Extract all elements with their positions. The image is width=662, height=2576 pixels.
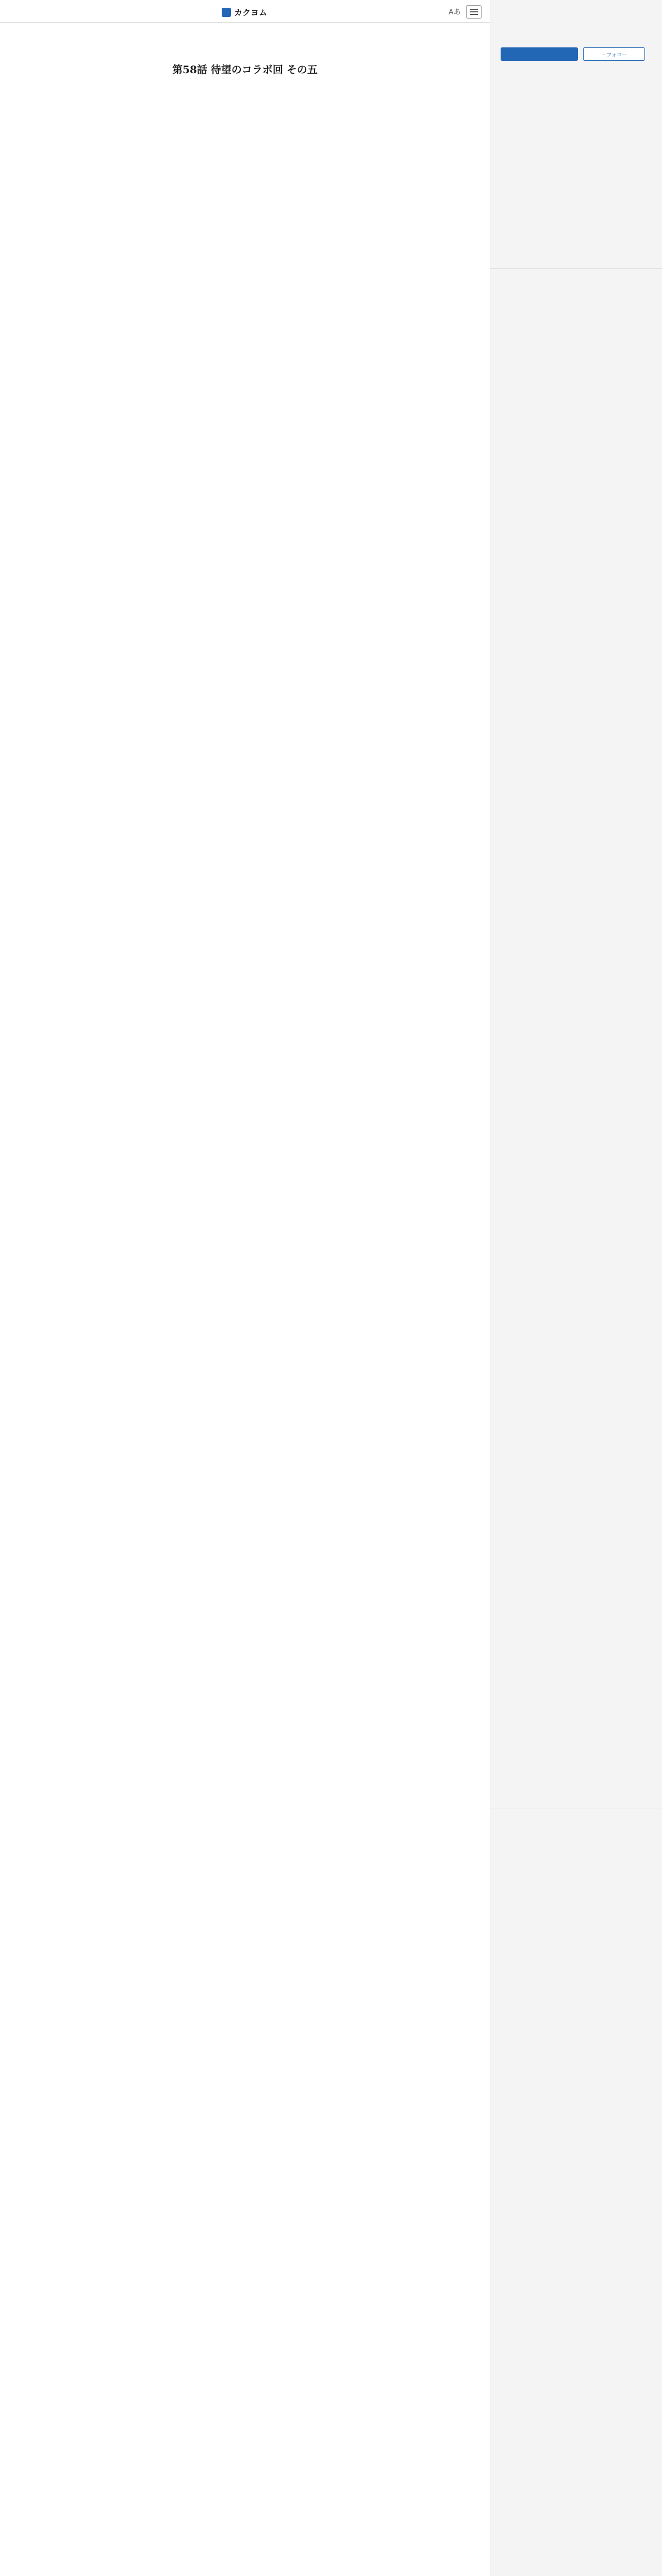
episode-body: [77, 90, 412, 2315]
episode-title: 第58話 待望のコラボ回 その五: [172, 63, 318, 76]
top-header: [0, 0, 490, 23]
font-size-button[interactable]: Aあ: [449, 8, 461, 16]
sidebar-actions: [501, 47, 645, 61]
toc-chapter-heading[interactable]: [490, 1147, 662, 1161]
reader-main: [0, 23, 490, 2576]
menu-icon[interactable]: [466, 5, 482, 19]
toc-chapter-heading[interactable]: [490, 255, 662, 269]
site-logo[interactable]: [222, 6, 267, 18]
toc-chapter-2: [490, 1147, 662, 1161]
sidebar: [490, 0, 662, 2576]
toc-chapter-1: [490, 255, 662, 269]
site-logo-text: カクヨム: [234, 8, 268, 18]
review-button[interactable]: [501, 47, 578, 61]
kakuyomu-logo-icon: [222, 8, 231, 17]
toc-chapter-3: [490, 1794, 662, 1808]
plus-icon: ＋: [601, 52, 607, 58]
header-tools: [449, 5, 482, 19]
toc-chapter-heading[interactable]: [490, 1794, 662, 1808]
follow-label: フォロー: [606, 52, 627, 58]
follow-button[interactable]: [583, 47, 645, 61]
